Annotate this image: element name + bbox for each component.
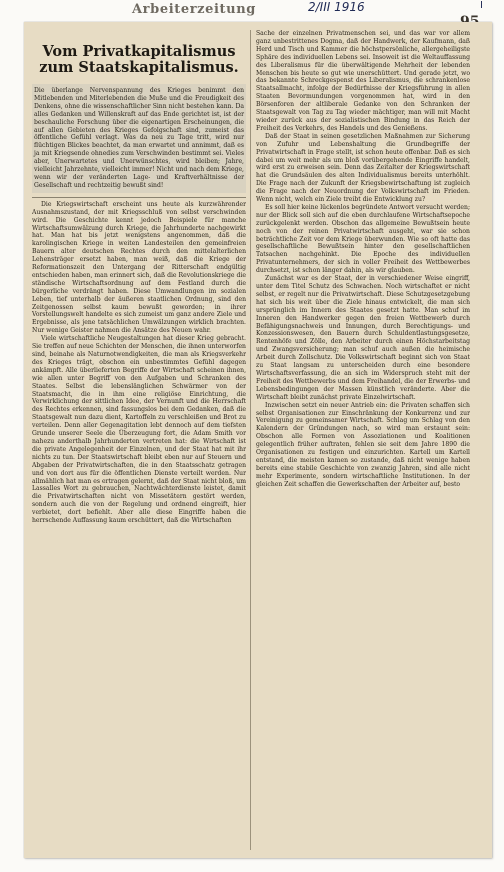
article-right-column bbox=[256, 30, 470, 850]
body-paragraph: Viele wirtschaftliche Neugestaltungen hat dieser Krieg gebracht. Sie treffen auf neue Schichten der Menschen, die ihnen unterworfen sind, beinahe als Naturnotwendigkeiten, die man als Kriegsverkehr des Krieges trägt, obschon ein unbestimmtes Gefühl dagegen ankämpft. Alle überlieferten Begriffe der Wirtschaft scheinen ihnen, wie allen unter Begriff von den Aufgaben und Schranken des Staates. Selbst die lebenslänglichen Schwärmer von der Staatsmacht, die in ihm eine religiöse Einrichtung, die Verwirklichung der sittlichen Idee, der Vernunft und die Herrschaft des Rechtes erkennen, sind fassungslos bei dem Gedanken, daß die Staatsgewalt nun dazu dient, Kartoffeln zu verschleißen und Brot zu verteilen. Denn aller Gegenagitation lebt dennoch auf dem tiefsten Grunde unserer Seele die Überzeugung fort, die Adam Smith vor nahezu anderthalb Jahrhunderten vertreten hat: die Wirtschaft ist die private Angelegenheit der Einzelnen, und der Staat hat mit ihr nichts zu tun. Der Staatswirtschaft bleibt eben nur auf Steuern und Abgaben der Privatwirtschaften, die in den Staatsschatz getragen und von dort aus für die öffentlichen Dienste verteilt werden. Nur allmählich hat man es ertragen gelernt, daß der Staat nicht bloß, um Lassalles Wort zu gebrauchen, Nachtwächterdienste leistet, damit die Privatwirtschaften nicht von Missetätern gestört werden, sondern auch die von der Regelung und ordnend eingreift, hier verbietet, dort befiehlt. Aber alle diese Eingriffe haben die herrschende Auffassung kaum erschüttert, daß die Wirtschaften bbox=[32, 335, 246, 525]
body-paragraph: Sache der einzelnen Privatmenschen sei, und das war vor allem ganz unbestrittenes Dogma, daß der Handwerk, der Kaufmann, daß Herd und Tisch und Kammer die höchstpersönliche, allergeheiligste Sphäre des individuellen Lebens sei. Insoweit ist die Weltauffassung des Liberalismus für die überwältigende Mehrheit der lebenden Menschen bis heute so gut wie unerschüttert. Und gerade jetzt, wo das bekannte Schreckgespenst des Liberalismus, die schrankenlose Staatsallmacht, infolge der Bedürfnisse der Kriegsführung in allen Staaten Bevormundungen vorgenommen hat, wird in den Börsenforen der altliberale Gedanke von den Schranken der Staatsgewalt von Tag zu Tag wieder mächtiger, man will mit Macht wieder zurück aus der sozialistischen Bindung in das Reich der Freiheit des Verkehrs, des Handels und des Genießens. bbox=[256, 30, 470, 132]
article-lead bbox=[32, 84, 246, 193]
newspaper-name: Arbeiterzeitung bbox=[132, 2, 256, 17]
article-left-column bbox=[32, 30, 246, 850]
body-paragraph: Zunächst war es der Staat, der in verschiedener Weise eingriff, unter dem Titel Schutz des Schwachen. Noch wirtschaftet er nicht selbst, er regelt nur die Privatwirtschaft. Diese Schutzgesetzgebung hat sich bis weit über die Ziele hinaus entwickelt, die man sich ursprünglich im Innern des Staates gesetzt hatte. Man schuf im Inneren den Handwerker gegen den freien Wettbewerb durch Befähigungsnachweis und Innungen, durch Berechtigungs- und Konzessionswesen, den Bauern durch Schuldentlastungsgesetze, Rentenhöfe und Zölle, den Arbeiter durch einen Höchstarbeitstag und Zwangsversicherung; man schuf auch außen die heimische Arbeit durch Zollschutz. Die Volkswirtschaft beginnt sich von Staat zu Staat langsam zu unterscheiden durch eine besondere Wirtschaftsverfassung, die an sich im Widerspruch steht mit der Freiheit des Wettbewerbs und dem Freihandel, die der Erwerbs- und Lebensbedingungen der Massen künstlich veränderte. Aber die Wirtschaft bleibt zunächst private Einzelwirtschaft. bbox=[256, 275, 470, 401]
section-rule bbox=[32, 197, 246, 198]
page-header bbox=[24, 0, 492, 22]
handwritten-corner-mark: I bbox=[480, 0, 483, 11]
lead-paragraph: Die überlange Nervenspannung des Krieges benimmt den Mitlebenden und Miterlebenden die Muße und die Freudigkeit des Denkens, ohne die wissenschaftlicher Sinn nicht bestehen kann. Da alles Gedanken und Willenskraft auf das Ende gerichtet ist, ist der beschauliche Forschung über die eigenartigen Erscheinungen, die auf allen Gebieten des Krieges Gefolgschaft sind, zumeist das öffentliche Gefühl verlagt. Was da neu zu Tage tritt, wird nur flüchtigen Blickes beachtet, da man erwartet und annimmt, daß es ja mit Kriegsende ohnedies zum Verschwinden bestimmt sei. Vieles aber, Unerwartetes und Unerwünschtes, wird bleiben; Jahre, vielleicht Jahrzehnte, vielleicht immer! Nicht und nach dem Kriege, wenn wir der veränderten Lage- und Kraftverhältnisse der Gesellschaft und rechtzeitig bewußt sind! bbox=[34, 87, 244, 189]
body-paragraph: Die Kriegswirtschaft erscheint uns heute als kurzwährender Ausnahmszustand, der mit Kriegsschluß von selbst verschwinden wird. Die Geschichte kennt jedoch Beispiele für manche Wirtschaftsumwälzung durch Kriege, die Jahrhunderte nachgewirkt hat. Man hat bis jetzt wenigstens angenommen, daß die karolingischen Kriege in weiten Landesteilen den gemeinfreien Bauern alter deutschen Rechtes durch den mittelalterlichen Lehensträger ersetzt haben, man weiß, daß die Kriege der Reformationszeit den Untergang der Ritterschaft endgültig entschieden haben, man erinnert sich, daß die Revolutionskriege die ständische Wirtschaftsordnung auf dem Festland durch die bürgerliche verdrängt haben. Diese Umwandlungen im sozialen Leben, tief unterhalb der äußeren staatlichen Ordnung, sind den Zeitgenossen selbst kaum bewußt geworden; in ihrer Vorstellungswelt handelte es sich zumeist um ganz andere Ziele und Ergebnisse, als jene tatsächlichen Umwälzungen wirklich brachten. Nur wenige Geister nahmen die Ansätze des Neuen wahr. bbox=[32, 200, 246, 335]
body-paragraph: Inzwischen setzt ein neuer Antrieb ein: die Privaten schaffen sich selbst Organisationen zur Einschränkung der Konkurrenz und zur Vereinigung zu gemeinsamer Wirtschaft. Schlag um Schlag von den Kalendern der Gründungen nach, so wird man erstaunt sein: Obschon alle Formen von Assoziationen und Koalitionen gelegentlich früher auftraten, fehlen sie seit dem Jahre 1890 die Organisationen zu festigen und einzurichten. Kartell um Kartell entstand, die meisten kamen so zustande, daß nicht wenige haben bereits eine stabile Geschichte von zwanzig Jahren, sind alle nicht mehr Experimente, sondern wirtschaftliche Institutionen. In der gleichen Zeit schaffen die Gewerkschaften der Arbeiter auf, besto bbox=[256, 401, 470, 488]
column-divider bbox=[250, 30, 251, 850]
body-paragraph: Daß der Staat in seinen gesetzlichen Maßnahmen zur Sicherung von Zufuhr und Lebenshaltung die Grundbegriffe der Privatwirtschaft in Frage stellt, ist schon heute offenbar. Daß es sich dabei um weit mehr als um bloß vorübergehende Eingriffe handelt, wird erst zu erweisen sein. Denn das Zeitalter der Kriegswirtschaft hat die Grundsäulen des alten Individualismus bereits unterhöhlt. Die Frage nach der Zukunft der Kriegsbewirtschaftung ist zugleich die Frage nach der Neuordnung der Volkswirtschaft im Frieden. Wenn nicht, welch ein Ziele treibt die Entwicklung zu? bbox=[256, 132, 470, 204]
handwritten-date: 2/III 1916 bbox=[308, 0, 365, 14]
article-title: Vom Privatkapitalismus zum Staatskapitalismus. bbox=[39, 43, 239, 76]
body-paragraph: Es soll hier keine lückenlos begründete Antwort versucht werden; nur der Blick soll sich auf die eben durchlaufene Wirtschaftsepoche zurückgelenkt werden. Obschon das allgemeine Bewußtsein heute noch von der reinen Privatwirtschaft ausgeht, war sie schon beträchtliche Zeit vor dem Kriege überwunden. Wie so oft hatte das gesellschaftliche Bewußtsein hinter den gesellschaftlichen Tatsachen nachgehinkt. Die Epoche des individuellen Privatunternehmers, der sich in voller Freiheit des Wettbewerbes durchsetzt, ist schon länger dahin, als wir glauben. bbox=[256, 203, 470, 275]
